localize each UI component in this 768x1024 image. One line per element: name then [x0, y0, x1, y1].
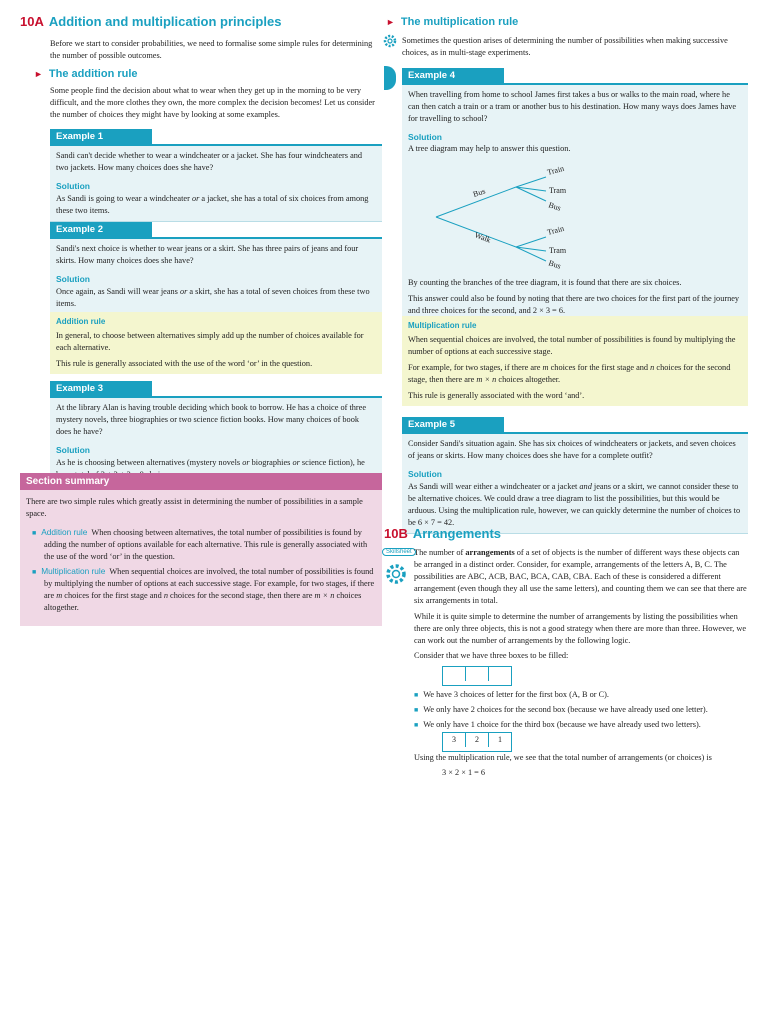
section-title-10a [20, 14, 382, 29]
empty-box-2 [466, 667, 489, 681]
arrow-right-icon: ► [34, 69, 43, 79]
section-summary-head: Section summary [20, 473, 382, 490]
addition-rule-box [50, 312, 382, 374]
example-3 [50, 378, 382, 486]
tree-after-1: By counting the branches of the tree diagram, it is found that there are six choices. [408, 278, 682, 287]
bullet-square-icon: ■ [414, 691, 419, 699]
empty-box-3 [489, 667, 511, 681]
summary-intro: There are two simple rules which greatly assist in determining the number of possibilities in a sample space. [26, 497, 363, 518]
addition-rule-title: The addition rule [48, 68, 138, 80]
example-2 [50, 219, 382, 315]
arrow-right-icon: ► [386, 17, 395, 27]
example-4-solution-label: Solution [402, 129, 748, 143]
addition-intro: Some people find the decision about what to wear when they get up in the morning to be very difficult, and the more clothes they own, the more complex the decision becomes! Let us consider the number of choices they might have by looking at some examples. [50, 86, 375, 119]
section-title-10b [384, 526, 501, 541]
section-number-10b: 10B [384, 526, 408, 541]
example-3-solution-label: Solution [50, 442, 382, 456]
tree-label-tram-1: Tram [549, 186, 567, 195]
summary-bullet-addition: ■ Addition rule When choosing between alternatives, the total number of possibilities is found by adding the number of options available for each alternative. This rule is generally associated with the use of the word ‘or’ in the question. [32, 527, 368, 561]
example-1-solution-label: Solution [50, 178, 382, 192]
multiplication-rule-box-p2: For example, for two stages, if there are m choices for the first stage and n choices for the second stage, then there are m × n choices altogether. [408, 363, 731, 384]
filled-box-3: 1 [498, 735, 502, 744]
example-5-body: Consider Sandi's situation again. She has six choices of windcheaters or jackets, and seven choices of jeans or skirts. How many choices does she have for a complete outfit? [402, 434, 748, 466]
example-2-solution-label: Solution [50, 271, 382, 285]
arrangements-p1: The number of arrangements of a set of objects is the number of different ways these objects can be arranged in a distinct order. Consider, for example, arrangements of the letters A, B, C. The possibilities are ABC, ACB, BAC, BCA, CAB, CBA. Each of these is considered a different arrangement (even though they all use the same letters), and counting them we can see that there are six arrangements in total. [414, 548, 747, 605]
multiplication-rule-box [402, 316, 748, 406]
example-4-label: Example 4 [402, 68, 504, 83]
summary-bullet-multiplication: ■ Multiplication rule When sequential choices are involved, the total number of possibilities is found by multiplying the number of options at each successive stage. For example, for two stages, if there are m choices for the first stage and n choices for the second stage, then there are m × n choices altogether. [32, 566, 375, 612]
addition-rule-heading [34, 68, 138, 80]
choices-item-3: ■ We only have 1 choice for the third box (because we have already used two letters). [414, 720, 701, 729]
side-marker [384, 66, 396, 90]
example-2-solution: Once again, as Sandi will wear jeans or a skirt, she has a total of seven choices from these two items. [50, 285, 382, 315]
section-summary-body [20, 490, 382, 626]
tree-intro: A tree diagram may help to answer this question. [408, 144, 571, 153]
section-heading: Addition and multiplication principles [48, 14, 282, 29]
tree-label-train-1: Train [546, 163, 565, 177]
section-intro: Before we start to consider probabilities, we need to formalise some simple rules for determining the number of possible outcomes. [50, 39, 373, 60]
example-5-solution-label: Solution [402, 466, 748, 480]
arrangements-equation: 3 × 2 × 1 = 6 [442, 768, 486, 777]
tree-after-2: This answer could also be found by noting that there are two choices for the first part of the journey and three choices for the second, and 2 × 3 = 6. [408, 294, 740, 315]
filled-boxes [442, 732, 512, 752]
choices-list [414, 689, 748, 734]
example-5-solution: As Sandi will wear either a windcheater or a jacket and jeans or a skirt, we cannot consider these to be alternative choices. We could draw a tree diagram to list the possibilities, but this would be arduous. Using the multiplication rule, however, we can quickly determine the number of choices to be 6 × 7 = 42. [402, 480, 748, 534]
section-number: 10A [20, 14, 44, 29]
example-1-label: Example 1 [50, 129, 152, 144]
multiplication-rule-title: The multiplication rule [400, 16, 519, 28]
tree-diagram [408, 155, 742, 273]
gear-icon-large [384, 562, 408, 586]
filled-box-2: 2 [466, 733, 489, 747]
example-3-body: At the library Alan is having trouble deciding which book to borrow. He has a choice of three mystery novels, three biographies or two science fiction books. How many choices of book does he have? [50, 398, 382, 442]
example-5 [402, 414, 748, 534]
bullet-square-icon: ■ [414, 721, 419, 729]
example-3-label: Example 3 [50, 381, 152, 396]
example-1 [50, 126, 382, 222]
addition-rule-box-p1: In general, to choose between alternatives simply add up the number of choices available for each alternative. [56, 331, 364, 352]
multiplication-intro: Sometimes the question arises of determining the number of possibilities when making successive choices, as in multi-stage experiments. [402, 36, 728, 57]
example-4 [402, 65, 748, 321]
gear-icon [382, 33, 398, 49]
multiplication-rule-box-p3: This rule is generally associated with the word ‘and’. [408, 391, 585, 400]
example-4-solution [402, 143, 748, 321]
filled-box-1: 3 [443, 733, 466, 747]
example-2-body: Sandi's next choice is whether to wear jeans or a skirt. She has three pairs of jeans and four skirts. How many choices does she have? [50, 239, 382, 271]
choices-item-1: ■ We have 3 choices of letter for the first box (A, B or C). [414, 690, 609, 699]
tree-label-bus: Bus [471, 186, 487, 199]
multiplication-rule-heading [386, 16, 518, 28]
example-2-label: Example 2 [50, 222, 152, 237]
example-5-label: Example 5 [402, 417, 504, 432]
left-column [20, 14, 382, 29]
section-summary [20, 473, 382, 626]
multiplication-rule-box-head: Multiplication rule [408, 321, 477, 330]
arrangements-p4: Using the multiplication rule, we see that the total number of arrangements (or choices) is [414, 753, 712, 762]
addition-rule-box-p2: This rule is generally associated with the use of the word ‘or’ in the question. [56, 359, 313, 368]
bullet-square-icon: ■ [32, 568, 37, 576]
empty-boxes [442, 666, 512, 686]
section-heading-10b: Arrangements [412, 526, 501, 541]
example-4-body: When travelling from home to school James first takes a bus or walks to the main road, where he can then catch a train or a tram or another bus to his destination. How many ways does James have for travelling to school? [402, 85, 748, 129]
branch-train-1 [516, 177, 546, 187]
example-3-solution: As he is choosing between alternatives (mystery novels or biographies or science fiction), he [50, 456, 382, 486]
empty-box-1 [443, 667, 466, 681]
tree-label-train-2: Train [546, 223, 565, 237]
tree-label-tram-2: Tram [549, 246, 567, 255]
arrangements-p2: While it is quite simple to determine the number of arrangements by listing the possibilities when there are only three objects, this is not a good strategy when there are more than three. However, we can work out the number of arrangements by the following logic. [414, 612, 747, 645]
bullet-square-icon: ■ [32, 529, 37, 537]
skillsheet-badge[interactable]: Skillsheet [382, 548, 416, 556]
bullet-square-icon: ■ [414, 706, 419, 714]
tree-label-walk: Walk [473, 230, 493, 245]
tree-label-bus-2: Bus [547, 200, 563, 213]
multiplication-rule-box-p1: When sequential choices are involved, the total number of possibilities is found by multiplying the number of options at each successive stage. [408, 335, 736, 356]
arrangements-p3: Consider that we have three boxes to be filled: [414, 651, 569, 660]
example-1-body: Sandi can't decide whether to wear a windcheater or a jacket. She has four windcheaters and two jackets. How many choices does she have? [50, 146, 382, 178]
addition-rule-box-head: Addition rule [56, 317, 106, 326]
choices-item-2: ■ We only have 2 choices for the second box (because we have already used one letter). [414, 705, 708, 714]
tree-label-bus-3: Bus [547, 258, 563, 271]
example-1-solution: As Sandi is going to wear a windcheater or a jacket, she has a total of six choices from among these two items. [50, 192, 382, 222]
